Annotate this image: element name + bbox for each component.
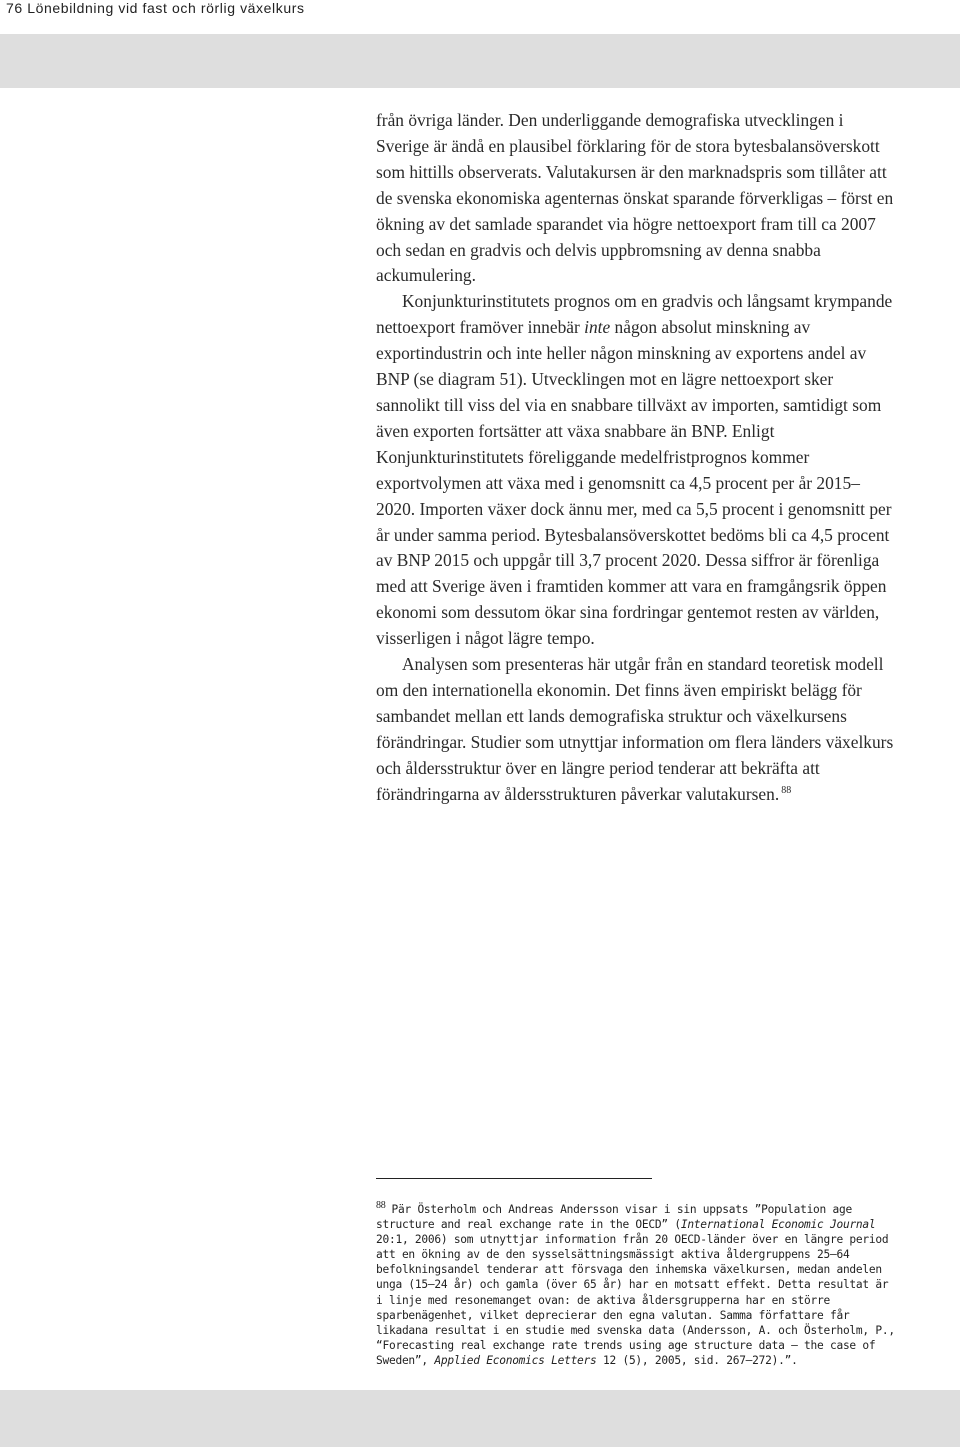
paragraph-2-part-b: någon absolut minskning av exportindustrin och inte heller någon minskning av exportens andel av BNP (se diagram 51). Utvecklingen mot en lägre nettoexport sker sannolikt till viss del via en snabbare tillväxt av importen, samtidigt som även exporten fortsätter att växa snabbare än BNP. Enligt Konjunkturinstitutets föreliggande medelfristprognos kommer exportvolymen att växa med i genomsnitt ca 4,5 procent per år 2015–2020. Importen växer dock ännu mer, med ca 5,5 procent i genomsnitt per år under samma period. Bytesbalansöverskottet bedöms bli ca 4,5 procent av BNP 2015 och uppgår till 3,7 procent 2020. Dessa siffror är förenliga med att Sverige även i framtiden kommer att vara en framgångsrik öppen ekonomi som dessutom ökar sina fordringar gentemot resten av världen, visserligen i något lägre tempo. [376,317,892,649]
paragraph-3 [376,652,898,807]
footnote-number: 88 [376,1200,386,1212]
running-header: 76 Lönebildning vid fast och rörlig växelkurs [6,0,305,16]
footer-band [0,1390,960,1447]
footnote-part-c: 12 (5), 2005, sid. 267–272).”. [596,1353,798,1367]
footnote-reference[interactable]: 88 [781,784,792,796]
footnote-divider [376,1178,652,1179]
body-text [376,108,898,807]
footnote-part-b: 20:1, 2006) som utnyttjar information från 20 OECD-länder över en längre period att en ökning av de den sysselsättningsmässigt aktiva åldergruppens 25–64 befolkningsandel tenderar att försvaga den inhemska växelkursen, medan andelen unga (15–24 år) och gamla (över 65 år) har en motsatt effekt. Detta resultat är i linje med resonemanget ovan: de aktiva åldersgrupperna har en större sparbenägenhet, vilket deprecierar den egna valutan. Samma författare får likadana resultat i en studie med svenska data (Andersson, A. och Österholm, P., “Forecasting real exchange rate trends using age structure data – the case of Sweden”, [376,1233,895,1367]
footnote-text [376,1202,900,1368]
footnote-journal-2: Applied Economics Letters [434,1353,597,1367]
paragraph-3-text: Analysen som presenteras här utgår från en standard teoretisk modell om den internationella ekonomin. Det finns även empiriskt belägg för sambandet mellan ett lands demografiska struktur och växelkursens förändringar. Studier som utnyttjar information om flera länders växelkurs och åldersstruktur över en längre period tenderar att bekräfta att förändringarna av åldersstrukturen påverkar valutakursen. [376,654,894,804]
footnote-88 [376,1202,900,1368]
paragraph-2-part-a: Konjunkturinstitutets prognos om en gradvis och långsamt krympande nettoexport framöver innebär [376,291,893,338]
header-band [0,34,960,88]
footnote-part-a: Pär Österholm och Andreas Andersson visar i sin uppsats ”Population age structure and real exchange rate in the OECD” ( [376,1203,852,1232]
paragraph-2 [376,289,898,652]
footnote-journal-1: International Economic Journal [680,1218,876,1232]
emphasis-inte: inte [584,317,611,338]
paragraph-1: från övriga länder. Den underliggande demografiska utvecklingen i Sverige är ändå en plausibel förklaring för de stora bytesbalansöverskott som hittills observerats. Valutakursen är den marknadspris som tillåter att de svenska ekonomiska agenternas önskat sparande förverkligas – först en ökning av det samlade sparandet via högre nettoexport fram till ca 2007 och sedan en gradvis och delvis uppbromsning av denna snabba ackumulering. [376,110,894,286]
